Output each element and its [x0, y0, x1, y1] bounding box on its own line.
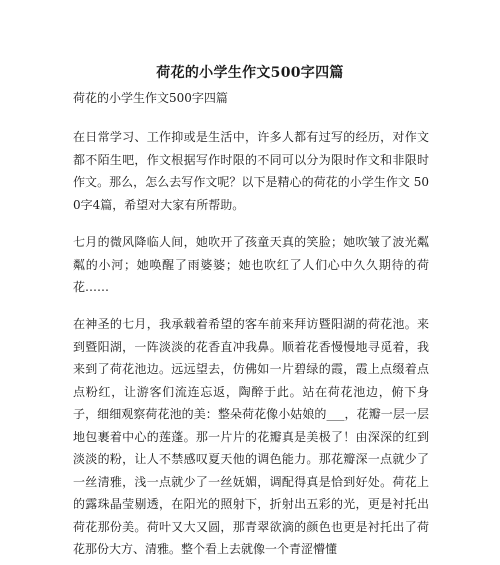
paragraph-intro: 在日常学习、工作抑或是生活中，许多人都有过写的经历，对作文都不陌生吧，作文根据写作时限的不同可以分为限时作文和非限时作文。那么，怎么去写作文呢？以下是精心的荷花的小学生作文 500字4篇，希望对大家有所帮助。: [73, 130, 429, 212]
document-subtitle: 荷花的小学生作文500字四篇: [73, 91, 228, 105]
paragraph-breeze: 七月的微风降临人间，她吹开了孩童天真的笑脸；她吹皱了波光粼粼的小河；她唤醒了雨婆婆；她也吹红了人们心中久久期待的荷花……: [73, 235, 429, 294]
document-title: 荷花的小学生作文500字四篇: [156, 65, 344, 81]
paragraph-lotus-pond: 在神圣的七月，我承载着希望的客车前来拜访暨阳湖的荷花池。来到暨阳湖，一阵淡淡的花香直冲我鼻。顺着花香慢慢地寻觅着，我来到了荷花池边。远远望去，仿佛如一片碧绿的霞，霞上点缀着点点粉红，让游客们流连忘返，陶醉于此。站在荷花池边，俯下身子，细细观察荷花池的美：整朵荷花像小姑娘的___，花瓣一层一层地包裹着中心的莲蓬。那一片片的花瓣真是美极了！由深深的红到淡淡的粉，让人不禁感叹夏天他的调色能力。那花瓣深一点就少了一丝清雅，浅一点就少了一丝妩媚，调配得真是恰到好处。荷花上的露珠晶莹剔透，在阳光的照射下，折射出五彩的光，更是衬托出荷花那份美。荷叶又大又圆，那青翠欲滴的颜色也更是衬托出了荷花那份大方、清雅。整个看上去就像一个青涩懵懂: [73, 317, 429, 556]
